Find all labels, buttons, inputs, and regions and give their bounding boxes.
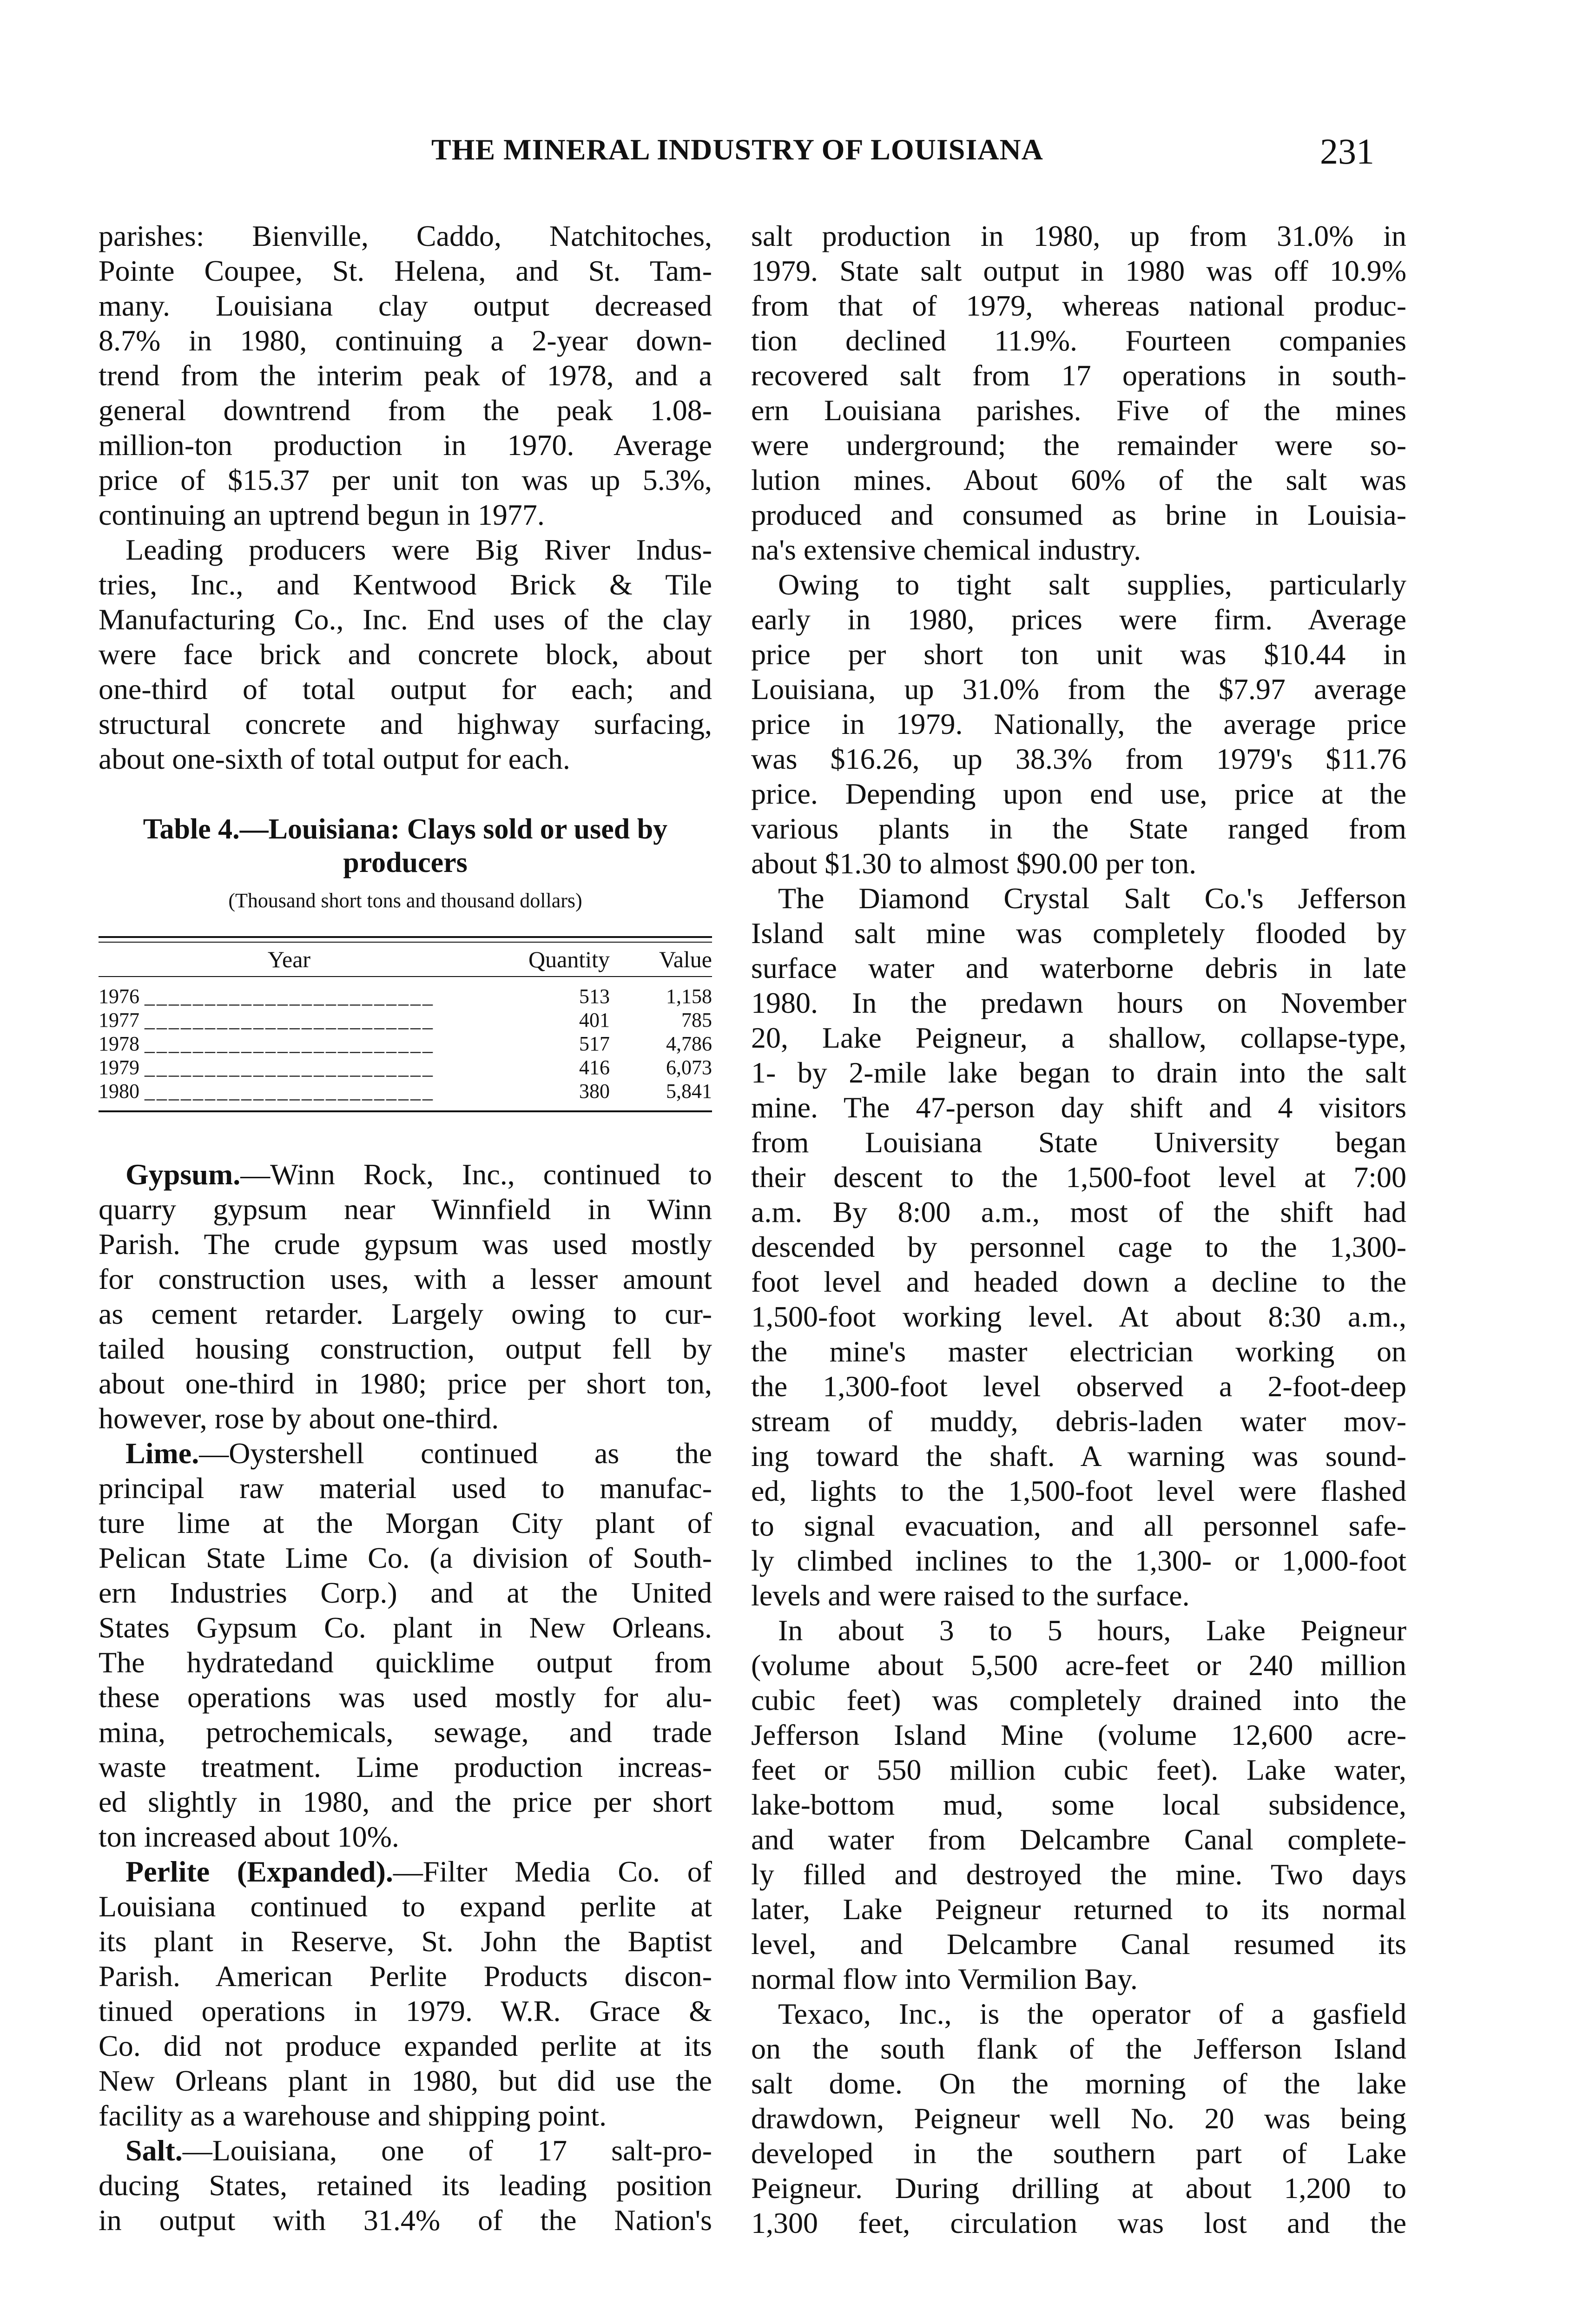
table-row xyxy=(99,1079,712,1103)
text-line: tinued operations in 1979. W.R. Grace & xyxy=(99,1994,712,2027)
text-line: price. Depending upon end use, price at the xyxy=(751,777,1406,810)
section-heading-gypsum: Gypsum. xyxy=(125,1158,241,1191)
text-fragment: —Oystershell continued as the xyxy=(199,1437,712,1470)
text-line: Owing to tight salt supplies, particularly xyxy=(778,568,1406,601)
text-line: produced and consumed as brine in Louisia- xyxy=(751,498,1406,531)
text-line: price of $15.37 per unit ton was up 5.3%, xyxy=(99,463,712,496)
text-line: salt dome. On the morning of the lake xyxy=(751,2067,1406,2100)
cell-year xyxy=(99,1008,480,1032)
text-line: Louisiana, up 31.0% from the $7.97 average xyxy=(751,673,1406,706)
cell-quantity: 380 xyxy=(579,1080,610,1103)
table-subtitle: (Thousand short tons and thousand dollars) xyxy=(228,889,582,912)
section-heading-lime: Lime. xyxy=(125,1437,199,1470)
left-column xyxy=(99,218,712,2238)
text-line: Jefferson Island Mine (volume 12,600 acre- xyxy=(751,1718,1406,1751)
text-line: many. Louisiana clay output decreased xyxy=(99,289,712,322)
text-line: Co. did not produce expanded perlite at its xyxy=(99,2029,712,2062)
section-heading-perlite: Perlite (Expanded). xyxy=(125,1855,393,1888)
text-line: Pelican State Lime Co. (a division of South- xyxy=(99,1541,712,1574)
text-line: price per short ton unit was $10.44 in xyxy=(751,638,1406,671)
text-line: their descent to the 1,500-foot level at 7:00 xyxy=(751,1161,1406,1194)
text-line: parishes: Bienville, Caddo, Natchitoches, xyxy=(99,219,712,252)
table-row xyxy=(99,1056,712,1079)
text-line: general downtrend from the peak 1.08- xyxy=(99,394,712,427)
dot-leader: ________________________ xyxy=(145,1056,435,1079)
clays-table xyxy=(99,812,712,1112)
text-line: mine. The 47-person day shift and 4 visitors xyxy=(751,1091,1406,1124)
text-line: trend from the interim peak of 1978, and a xyxy=(99,359,712,392)
dot-leader: ________________________ xyxy=(145,1009,435,1031)
text-line: in output with 31.4% of the Nation's xyxy=(99,2204,712,2237)
text-line: and water from Delcambre Canal complete- xyxy=(751,1823,1406,1856)
text-line: level, and Delcambre Canal resumed its xyxy=(751,1928,1406,1961)
text-line: on the south flank of the Jefferson Island xyxy=(751,2032,1406,2065)
text-line: 1- by 2-mile lake began to drain into the salt xyxy=(751,1056,1406,1089)
paragraph-salt xyxy=(99,2133,712,2238)
text-line: surface water and waterborne debris in late xyxy=(751,951,1406,984)
cell-value: 1,158 xyxy=(666,985,712,1008)
year-text: 1980 xyxy=(99,1080,139,1103)
table-title xyxy=(99,812,712,879)
cell-quantity: 401 xyxy=(579,1009,610,1031)
text-line: levels and were raised to the surface. xyxy=(751,1579,1190,1612)
table-row xyxy=(99,984,712,1008)
table-body xyxy=(99,977,712,1112)
text-line: Louisiana continued to expand perlite at xyxy=(99,1890,712,1923)
running-title: THE MINERAL INDUSTRY OF LOUISIANA xyxy=(431,133,1043,166)
text-line: 20, Lake Peigneur, a shallow, collapse-type, xyxy=(751,1021,1406,1054)
paragraph-jefferson-island-flood xyxy=(751,881,1406,1613)
right-column xyxy=(751,218,1406,2240)
paragraph-salt-production xyxy=(751,218,1406,567)
cell-quantity: 416 xyxy=(579,1056,610,1079)
dot-leader: ________________________ xyxy=(145,1032,435,1055)
text-line: waste treatment. Lime production increas- xyxy=(99,1750,712,1783)
text-line: 1,300 feet, circulation was lost and the xyxy=(751,2206,1406,2239)
text-line: was $16.26, up 38.3% from 1979's $11.76 xyxy=(751,742,1406,775)
text-line xyxy=(99,1854,712,1889)
table-row xyxy=(99,1032,712,1056)
text-line: Texaco, Inc., is the operator of a gasfield xyxy=(778,1997,1406,2030)
paragraph-perlite xyxy=(99,1854,712,2133)
text-line: price in 1979. Nationally, the average price xyxy=(751,707,1406,740)
text-line: na's extensive chemical industry. xyxy=(751,533,1141,566)
text-line: however, rose by about one-third. xyxy=(99,1402,499,1435)
text-line: Island salt mine was completely flooded by xyxy=(751,917,1406,950)
cell-value: 5,841 xyxy=(666,1080,712,1103)
column-header-year: Year xyxy=(267,946,311,972)
text-line: The hydratedand quicklime output from xyxy=(99,1646,712,1679)
text-line: Leading producers were Big River Indus- xyxy=(125,533,712,566)
text-line: were face brick and concrete block, about xyxy=(99,638,712,671)
text-line: were underground; the remainder were so- xyxy=(751,429,1406,462)
text-line: later, Lake Peigneur returned to its normal xyxy=(751,1893,1406,1926)
text-line: drawdown, Peigneur well No. 20 was being xyxy=(751,2102,1406,2135)
text-line: early in 1980, prices were firm. Average xyxy=(751,603,1406,636)
column-header-value: Value xyxy=(659,946,712,972)
text-line: structural concrete and highway surfacing, xyxy=(99,707,712,740)
paragraph-lime xyxy=(99,1436,712,1854)
text-line: lake-bottom mud, some local subsidence, xyxy=(751,1788,1406,1821)
text-line: 1980. In the predawn hours on November xyxy=(751,986,1406,1019)
text-line: Parish. The crude gypsum was used mostly xyxy=(99,1228,712,1261)
text-line: developed in the southern part of Lake xyxy=(751,2137,1406,2170)
text-line xyxy=(99,1157,712,1192)
text-line: ton increased about 10%. xyxy=(99,1820,399,1853)
table-row xyxy=(99,1008,712,1032)
dot-leader: ________________________ xyxy=(145,985,435,1008)
table-rule xyxy=(99,936,712,943)
text-line: (volume about 5,500 acre-feet or 240 million xyxy=(751,1649,1406,1682)
text-line: Peigneur. During drilling at about 1,200 to xyxy=(751,2172,1406,2205)
text-line xyxy=(99,1436,712,1471)
column-header-quantity: Quantity xyxy=(528,946,610,972)
text-line: tion declined 11.9%. Fourteen companies xyxy=(751,324,1406,357)
text-fragment: —Louisiana, one of 17 salt-pro- xyxy=(182,2134,712,2167)
year-text: 1978 xyxy=(99,1032,139,1055)
text-line: to signal evacuation, and all personnel safe- xyxy=(751,1509,1406,1542)
text-line: recovered salt from 17 operations in south- xyxy=(751,359,1406,392)
year-text: 1977 xyxy=(99,1009,139,1031)
text-fragment: —Filter Media Co. of xyxy=(393,1855,712,1888)
page-header xyxy=(0,132,1583,193)
text-line: for construction uses, with a lesser amount xyxy=(99,1262,712,1295)
text-line: Manufacturing Co., Inc. End uses of the clay xyxy=(99,603,712,636)
cell-quantity: 517 xyxy=(579,1032,610,1055)
cell-year xyxy=(99,1056,480,1079)
text-line: Parish. American Perlite Products discon- xyxy=(99,1960,712,1993)
paragraph-clay-output xyxy=(99,218,712,532)
text-line: ed, lights to the 1,500-foot level were flashed xyxy=(751,1474,1406,1507)
table-header-row xyxy=(99,943,712,977)
text-line: continuing an uptrend begun in 1977. xyxy=(99,498,545,531)
paragraph-salt-prices xyxy=(751,567,1406,881)
text-line: foot level and headed down a decline to the xyxy=(751,1265,1406,1298)
cell-quantity: 513 xyxy=(579,985,610,1008)
cell-value: 6,073 xyxy=(666,1056,712,1079)
text-line: normal flow into Vermilion Bay. xyxy=(751,1962,1138,1995)
paragraph-lake-drained xyxy=(751,1613,1406,1996)
text-line: ducing States, retained its leading position xyxy=(99,2169,712,2202)
cell-value: 4,786 xyxy=(666,1032,712,1055)
text-line xyxy=(99,2133,712,2168)
text-line: a.m. By 8:00 a.m., most of the shift had xyxy=(751,1195,1406,1228)
text-line: about one-sixth of total output for each. xyxy=(99,742,570,775)
text-line: from Louisiana State University began xyxy=(751,1126,1406,1159)
text-line: one-third of total output for each; and xyxy=(99,673,712,706)
text-line: million-ton production in 1970. Average xyxy=(99,429,712,462)
year-text: 1976 xyxy=(99,985,139,1008)
text-line: New Orleans plant in 1980, but did use the xyxy=(99,2064,712,2097)
text-line: cubic feet) was completely drained into the xyxy=(751,1684,1406,1717)
table-title-line: Table 4.—Louisiana: Clays sold or used by xyxy=(143,813,668,845)
text-line: In about 3 to 5 hours, Lake Peigneur xyxy=(778,1614,1406,1647)
text-line: ly climbed inclines to the 1,300- or 1,000-foot xyxy=(751,1544,1406,1577)
text-line: States Gypsum Co. plant in New Orleans. xyxy=(99,1611,712,1644)
text-line: salt production in 1980, up from 31.0% in xyxy=(751,219,1406,252)
cell-year xyxy=(99,1032,480,1056)
text-line: The Diamond Crystal Salt Co.'s Jefferson xyxy=(778,882,1406,915)
text-line: quarry gypsum near Winnfield in Winn xyxy=(99,1193,712,1226)
text-line: about one-third in 1980; price per short ton, xyxy=(99,1367,712,1400)
text-line: ing toward the shaft. A warning was sound- xyxy=(751,1439,1406,1472)
cell-value: 785 xyxy=(681,1009,712,1031)
text-line: as cement retarder. Largely owing to cur- xyxy=(99,1297,712,1330)
text-line: feet or 550 million cubic feet). Lake water, xyxy=(751,1753,1406,1786)
text-line: tailed housing construction, output fell by xyxy=(99,1332,712,1365)
text-line: ture lime at the Morgan City plant of xyxy=(99,1506,712,1539)
text-line: ern Industries Corp.) and at the United xyxy=(99,1576,712,1609)
section-heading-salt: Salt. xyxy=(125,2134,183,2167)
text-line: tries, Inc., and Kentwood Brick & Tile xyxy=(99,568,712,601)
paragraph-clay-producers xyxy=(99,532,712,776)
table-title-line: producers xyxy=(343,847,468,878)
text-line: the mine's master electrician working on xyxy=(751,1335,1406,1368)
paragraph-texaco xyxy=(751,1996,1406,2240)
text-line: principal raw material used to manufac- xyxy=(99,1472,712,1505)
paragraph-gypsum xyxy=(99,1157,712,1436)
text-line: descended by personnel cage to the 1,300- xyxy=(751,1230,1406,1263)
text-line: various plants in the State ranged from xyxy=(751,812,1406,845)
cell-year xyxy=(99,984,480,1008)
text-line: stream of muddy, debris-laden water mov- xyxy=(751,1405,1406,1438)
text-line: 1,500-foot working level. At about 8:30 a.m., xyxy=(751,1300,1406,1333)
text-line: ly filled and destroyed the mine. Two days xyxy=(751,1858,1406,1891)
text-line: mina, petrochemicals, sewage, and trade xyxy=(99,1716,712,1749)
text-line: the 1,300-foot level observed a 2-foot-deep xyxy=(751,1370,1406,1403)
dot-leader: ________________________ xyxy=(145,1080,435,1103)
text-line: about $1.30 to almost $90.00 per ton. xyxy=(751,847,1197,880)
text-line: ern Louisiana parishes. Five of the mines xyxy=(751,394,1406,427)
page-number: 231 xyxy=(1320,131,1374,172)
text-line: ed slightly in 1980, and the price per short xyxy=(99,1785,712,1818)
text-line: 1979. State salt output in 1980 was off 10.9% xyxy=(751,254,1406,287)
text-line: lution mines. About 60% of the salt was xyxy=(751,463,1406,496)
cell-year xyxy=(99,1079,480,1103)
text-fragment: —Winn Rock, Inc., continued to xyxy=(240,1158,712,1191)
text-line: these operations was used mostly for alu- xyxy=(99,1681,712,1714)
text-line: its plant in Reserve, St. John the Baptist xyxy=(99,1925,712,1958)
text-line: from that of 1979, whereas national produc- xyxy=(751,289,1406,322)
text-line: 8.7% in 1980, continuing a 2-year down- xyxy=(99,324,712,357)
text-line: facility as a warehouse and shipping point. xyxy=(99,2099,607,2132)
year-text: 1979 xyxy=(99,1056,139,1079)
text-line: Pointe Coupee, St. Helena, and St. Tam- xyxy=(99,254,712,287)
